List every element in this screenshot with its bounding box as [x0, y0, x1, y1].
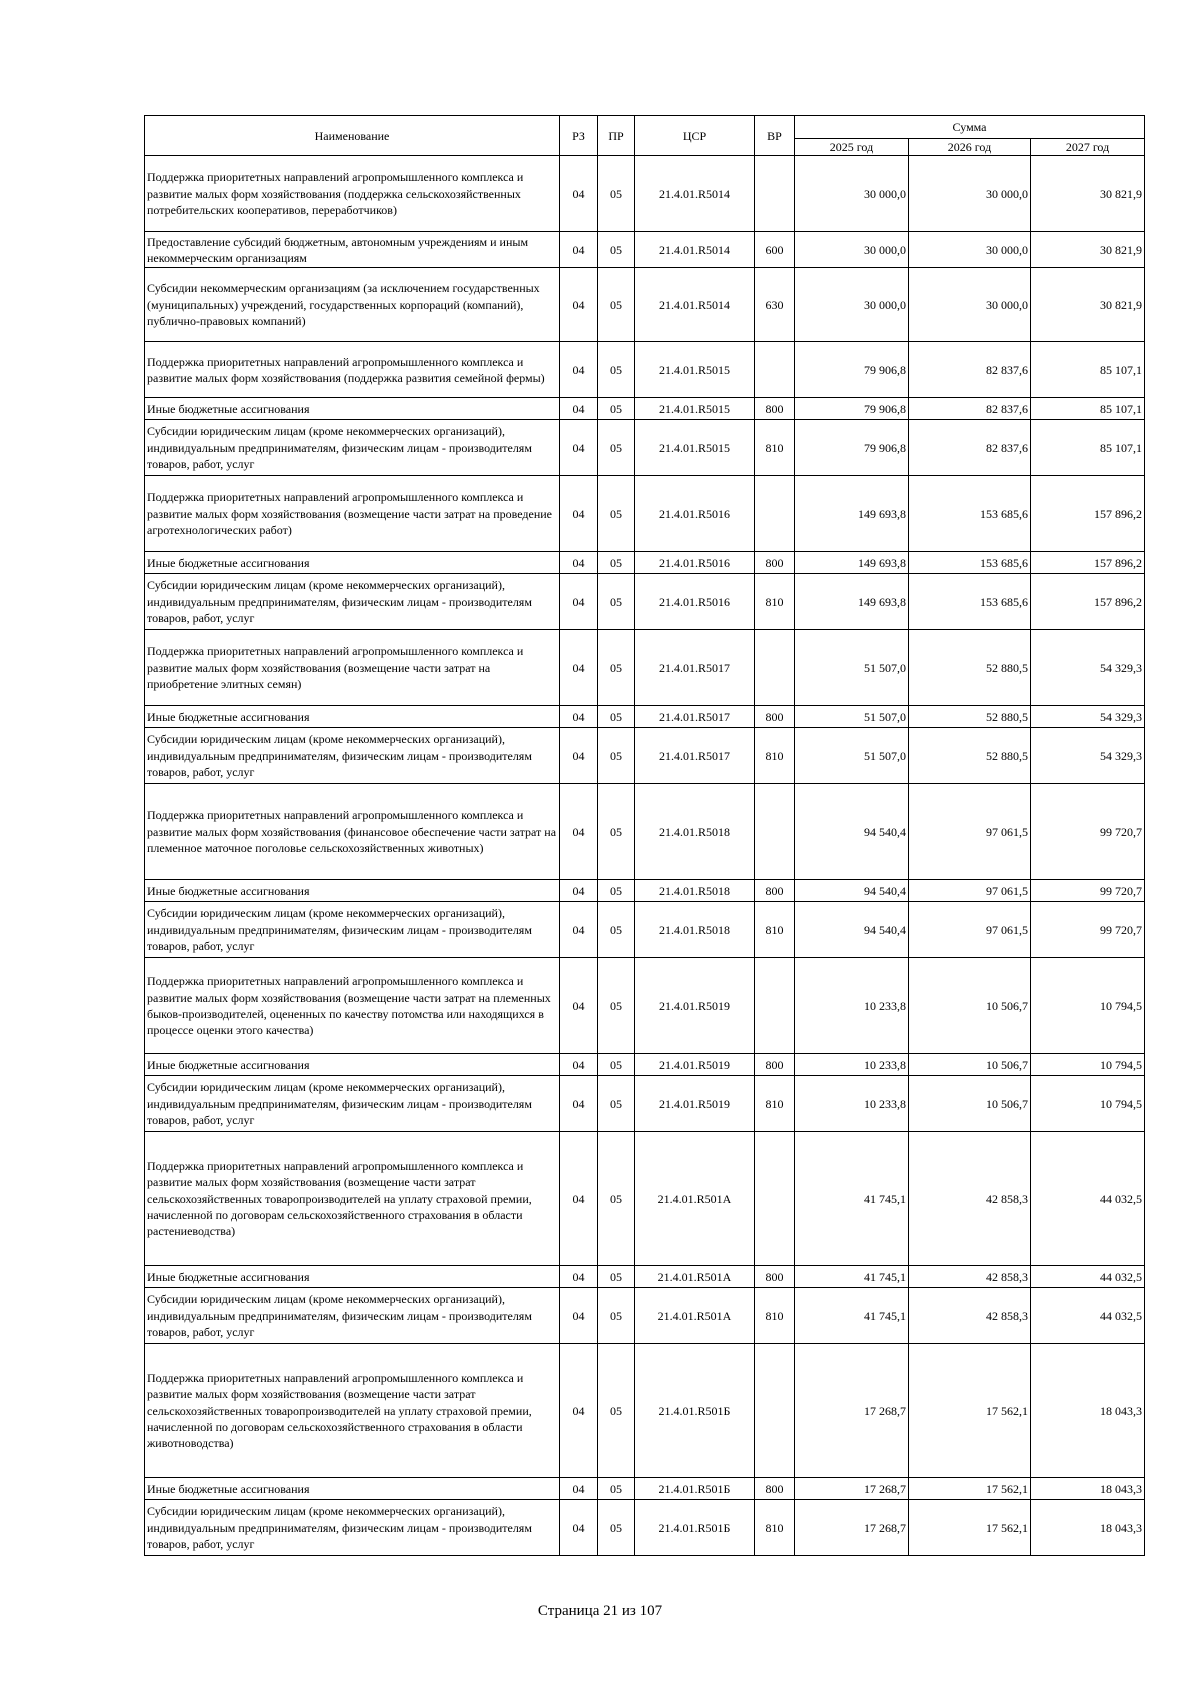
cell-pr: 05	[598, 706, 635, 728]
cell-2027: 85 107,1	[1031, 420, 1145, 476]
cell-rz: 04	[560, 398, 598, 420]
cell-2027: 85 107,1	[1031, 342, 1145, 398]
cell-2025: 79 906,8	[795, 420, 909, 476]
cell-2027: 18 043,3	[1031, 1344, 1145, 1478]
cell-csr: 21.4.01.R5014	[635, 232, 755, 268]
cell-2027: 99 720,7	[1031, 880, 1145, 902]
cell-rz: 04	[560, 630, 598, 706]
cell-rz: 04	[560, 784, 598, 880]
cell-pr: 05	[598, 552, 635, 574]
cell-2025: 51 507,0	[795, 728, 909, 784]
table-row	[145, 1344, 1145, 1478]
table-row	[145, 706, 1145, 728]
cell-2027: 30 821,9	[1031, 268, 1145, 342]
cell-2025: 149 693,8	[795, 476, 909, 552]
cell-2027: 157 896,2	[1031, 476, 1145, 552]
table-row	[145, 1054, 1145, 1076]
cell-rz: 04	[560, 1500, 598, 1556]
cell-vr: 800	[755, 1478, 795, 1500]
cell-rz: 04	[560, 1266, 598, 1288]
table-row	[145, 1478, 1145, 1500]
cell-csr: 21.4.01.R5019	[635, 958, 755, 1054]
cell-rz: 04	[560, 958, 598, 1054]
cell-vr: 800	[755, 552, 795, 574]
cell-rz: 04	[560, 1288, 598, 1344]
cell-pr: 05	[598, 784, 635, 880]
cell-csr: 21.4.01.R5018	[635, 880, 755, 902]
cell-pr: 05	[598, 476, 635, 552]
cell-2026: 17 562,1	[909, 1344, 1031, 1478]
cell-vr	[755, 476, 795, 552]
cell-2026: 82 837,6	[909, 398, 1031, 420]
cell-2025: 10 233,8	[795, 958, 909, 1054]
cell-name: Иные бюджетные ассигнования	[145, 1054, 560, 1076]
cell-name: Иные бюджетные ассигнования	[145, 1478, 560, 1500]
cell-2026: 97 061,5	[909, 902, 1031, 958]
table-row	[145, 1266, 1145, 1288]
cell-2025: 79 906,8	[795, 342, 909, 398]
cell-name: Субсидии юридическим лицам (кроме некоммерческих организаций), индивидуальным предпринимателям, физическим лицам - производителям товаров, работ, услуг	[145, 902, 560, 958]
cell-csr: 21.4.01.R5019	[635, 1054, 755, 1076]
cell-2027: 54 329,3	[1031, 706, 1145, 728]
cell-rz: 04	[560, 1344, 598, 1478]
table-row	[145, 784, 1145, 880]
header-rz: РЗ	[560, 116, 598, 156]
cell-2025: 79 906,8	[795, 398, 909, 420]
cell-rz: 04	[560, 552, 598, 574]
cell-2026: 17 562,1	[909, 1500, 1031, 1556]
cell-vr	[755, 156, 795, 232]
cell-pr: 05	[598, 1132, 635, 1266]
cell-2027: 157 896,2	[1031, 574, 1145, 630]
header-pr: ПР	[598, 116, 635, 156]
cell-2027: 99 720,7	[1031, 902, 1145, 958]
cell-2025: 17 268,7	[795, 1478, 909, 1500]
cell-rz: 04	[560, 1132, 598, 1266]
table-row	[145, 552, 1145, 574]
cell-2027: 54 329,3	[1031, 728, 1145, 784]
cell-csr: 21.4.01.R5016	[635, 476, 755, 552]
cell-2026: 97 061,5	[909, 880, 1031, 902]
table-header	[145, 116, 1145, 156]
page-number: Страница 21 из 107	[537, 1603, 663, 1619]
cell-2026: 82 837,6	[909, 420, 1031, 476]
cell-name: Предоставление субсидий бюджетным, автономным учреждениям и иным некоммерческим организациям	[145, 232, 560, 268]
cell-name: Поддержка приоритетных направлений агропромышленного комплекса и развитие малых форм хозяйствования (возмещение части затрат на приобретение элитных семян)	[145, 630, 560, 706]
cell-vr: 600	[755, 232, 795, 268]
cell-name: Субсидии юридическим лицам (кроме некоммерческих организаций), индивидуальным предпринимателям, физическим лицам - производителям товаров, работ, услуг	[145, 574, 560, 630]
table-row	[145, 574, 1145, 630]
cell-2025: 30 000,0	[795, 268, 909, 342]
cell-pr: 05	[598, 1500, 635, 1556]
cell-2025: 149 693,8	[795, 552, 909, 574]
table-row	[145, 1132, 1145, 1266]
table-row	[145, 902, 1145, 958]
cell-2025: 149 693,8	[795, 574, 909, 630]
cell-2025: 41 745,1	[795, 1266, 909, 1288]
cell-csr: 21.4.01.R5015	[635, 342, 755, 398]
cell-vr	[755, 958, 795, 1054]
cell-csr: 21.4.01.R5014	[635, 156, 755, 232]
cell-vr	[755, 784, 795, 880]
cell-name: Иные бюджетные ассигнования	[145, 552, 560, 574]
cell-pr: 05	[598, 1478, 635, 1500]
cell-2027: 85 107,1	[1031, 398, 1145, 420]
table-row	[145, 1500, 1145, 1556]
cell-2027: 99 720,7	[1031, 784, 1145, 880]
cell-2027: 44 032,5	[1031, 1132, 1145, 1266]
table-row	[145, 342, 1145, 398]
cell-pr: 05	[598, 630, 635, 706]
table-row	[145, 156, 1145, 232]
cell-rz: 04	[560, 1478, 598, 1500]
cell-csr: 21.4.01.R5017	[635, 706, 755, 728]
cell-vr: 800	[755, 706, 795, 728]
cell-2025: 17 268,7	[795, 1500, 909, 1556]
cell-2026: 52 880,5	[909, 706, 1031, 728]
cell-2025: 41 745,1	[795, 1288, 909, 1344]
cell-csr: 21.4.01.R501А	[635, 1288, 755, 1344]
cell-pr: 05	[598, 880, 635, 902]
cell-pr: 05	[598, 902, 635, 958]
budget-sheet	[144, 115, 1144, 1556]
cell-csr: 21.4.01.R5017	[635, 728, 755, 784]
header-year-2026: 2026 год	[909, 139, 1031, 156]
cell-2025: 30 000,0	[795, 232, 909, 268]
cell-rz: 04	[560, 1076, 598, 1132]
cell-name: Поддержка приоритетных направлений агропромышленного комплекса и развитие малых форм хозяйствования (возмещение части затрат на проведение агротехнологических работ)	[145, 476, 560, 552]
cell-2025: 94 540,4	[795, 880, 909, 902]
cell-csr: 21.4.01.R5019	[635, 1076, 755, 1132]
table-row	[145, 630, 1145, 706]
cell-csr: 21.4.01.R501Б	[635, 1478, 755, 1500]
cell-vr	[755, 342, 795, 398]
cell-2025: 10 233,8	[795, 1076, 909, 1132]
cell-csr: 21.4.01.R5016	[635, 552, 755, 574]
cell-name: Иные бюджетные ассигнования	[145, 880, 560, 902]
header-year-2025: 2025 год	[795, 139, 909, 156]
cell-vr: 810	[755, 1076, 795, 1132]
cell-rz: 04	[560, 574, 598, 630]
cell-pr: 05	[598, 342, 635, 398]
cell-pr: 05	[598, 156, 635, 232]
cell-vr: 800	[755, 880, 795, 902]
cell-2026: 30 000,0	[909, 268, 1031, 342]
cell-csr: 21.4.01.R5018	[635, 902, 755, 958]
cell-pr: 05	[598, 232, 635, 268]
cell-rz: 04	[560, 156, 598, 232]
header-vr: ВР	[755, 116, 795, 156]
header-year-2027: 2027 год	[1031, 139, 1145, 156]
cell-2025: 30 000,0	[795, 156, 909, 232]
cell-csr: 21.4.01.R5018	[635, 784, 755, 880]
cell-vr: 810	[755, 1500, 795, 1556]
table-row	[145, 880, 1145, 902]
cell-2026: 82 837,6	[909, 342, 1031, 398]
cell-name: Поддержка приоритетных направлений агропромышленного комплекса и развитие малых форм хозяйствования (поддержка развития семейной фермы)	[145, 342, 560, 398]
cell-vr: 810	[755, 420, 795, 476]
cell-pr: 05	[598, 268, 635, 342]
cell-name: Субсидии юридическим лицам (кроме некоммерческих организаций), индивидуальным предпринимателям, физическим лицам - производителям товаров, работ, услуг	[145, 1288, 560, 1344]
cell-2026: 30 000,0	[909, 232, 1031, 268]
cell-2025: 17 268,7	[795, 1344, 909, 1478]
cell-csr: 21.4.01.R501Б	[635, 1500, 755, 1556]
cell-name: Иные бюджетные ассигнования	[145, 1266, 560, 1288]
cell-2025: 94 540,4	[795, 784, 909, 880]
cell-rz: 04	[560, 880, 598, 902]
table-row	[145, 958, 1145, 1054]
cell-2027: 10 794,5	[1031, 958, 1145, 1054]
cell-2026: 30 000,0	[909, 156, 1031, 232]
cell-vr: 810	[755, 902, 795, 958]
cell-2026: 153 685,6	[909, 574, 1031, 630]
cell-2025: 10 233,8	[795, 1054, 909, 1076]
cell-csr: 21.4.01.R501А	[635, 1132, 755, 1266]
cell-2027: 44 032,5	[1031, 1266, 1145, 1288]
cell-vr: 810	[755, 728, 795, 784]
cell-2026: 153 685,6	[909, 552, 1031, 574]
table-row	[145, 1076, 1145, 1132]
cell-2027: 30 821,9	[1031, 232, 1145, 268]
cell-2027: 18 043,3	[1031, 1478, 1145, 1500]
cell-rz: 04	[560, 420, 598, 476]
cell-name: Поддержка приоритетных направлений агропромышленного комплекса и развитие малых форм хозяйствования (возмещение части затрат сельскохозяйственных товаропроизводителей на уплату страховой премии, начисленной по договорам сельскохозяйственного страхования в области растениеводства)	[145, 1132, 560, 1266]
cell-vr	[755, 1132, 795, 1266]
cell-pr: 05	[598, 574, 635, 630]
cell-name: Субсидии некоммерческим организациям (за исключением государственных (муниципальных) учреждений, государственных корпораций (компаний), публично-правовых компаний)	[145, 268, 560, 342]
cell-2026: 17 562,1	[909, 1478, 1031, 1500]
table-row	[145, 398, 1145, 420]
cell-vr: 630	[755, 268, 795, 342]
cell-2026: 42 858,3	[909, 1132, 1031, 1266]
cell-2026: 52 880,5	[909, 630, 1031, 706]
cell-2027: 10 794,5	[1031, 1054, 1145, 1076]
cell-csr: 21.4.01.R5016	[635, 574, 755, 630]
cell-2027: 10 794,5	[1031, 1076, 1145, 1132]
cell-2026: 153 685,6	[909, 476, 1031, 552]
cell-name: Поддержка приоритетных направлений агропромышленного комплекса и развитие малых форм хозяйствования (возмещение части затрат на племенных быков-производителей, оцененных по качеству потомства или находящихся в процессе оценки этого качества)	[145, 958, 560, 1054]
cell-rz: 04	[560, 476, 598, 552]
cell-name: Иные бюджетные ассигнования	[145, 706, 560, 728]
cell-2026: 52 880,5	[909, 728, 1031, 784]
cell-pr: 05	[598, 1054, 635, 1076]
cell-pr: 05	[598, 398, 635, 420]
cell-pr: 05	[598, 420, 635, 476]
cell-csr: 21.4.01.R5015	[635, 398, 755, 420]
cell-name: Иные бюджетные ассигнования	[145, 398, 560, 420]
cell-2027: 157 896,2	[1031, 552, 1145, 574]
cell-rz: 04	[560, 268, 598, 342]
cell-vr: 810	[755, 574, 795, 630]
cell-rz: 04	[560, 1054, 598, 1076]
cell-csr: 21.4.01.R5015	[635, 420, 755, 476]
cell-rz: 04	[560, 728, 598, 784]
cell-2026: 42 858,3	[909, 1288, 1031, 1344]
cell-2026: 97 061,5	[909, 784, 1031, 880]
header-sum: Сумма	[795, 116, 1145, 139]
cell-vr: 800	[755, 398, 795, 420]
cell-2027: 18 043,3	[1031, 1500, 1145, 1556]
cell-csr: 21.4.01.R501Б	[635, 1344, 755, 1478]
cell-rz: 04	[560, 706, 598, 728]
cell-pr: 05	[598, 1266, 635, 1288]
table-body	[145, 156, 1145, 1556]
cell-2027: 54 329,3	[1031, 630, 1145, 706]
cell-pr: 05	[598, 728, 635, 784]
cell-2025: 41 745,1	[795, 1132, 909, 1266]
cell-name: Поддержка приоритетных направлений агропромышленного комплекса и развитие малых форм хозяйствования (финансовое обеспечение части затрат на племенное маточное поголовье сельскохозяйственных животных)	[145, 784, 560, 880]
table-row	[145, 728, 1145, 784]
budget-table	[144, 115, 1145, 1556]
cell-name: Субсидии юридическим лицам (кроме некоммерческих организаций), индивидуальным предпринимателям, физическим лицам - производителям товаров, работ, услуг	[145, 1076, 560, 1132]
cell-csr: 21.4.01.R5014	[635, 268, 755, 342]
table-row	[145, 232, 1145, 268]
cell-name: Субсидии юридическим лицам (кроме некоммерческих организаций), индивидуальным предпринимателям, физическим лицам - производителям товаров, работ, услуг	[145, 728, 560, 784]
cell-rz: 04	[560, 232, 598, 268]
header-csr: ЦСР	[635, 116, 755, 156]
cell-2026: 10 506,7	[909, 1076, 1031, 1132]
cell-vr: 800	[755, 1054, 795, 1076]
cell-csr: 21.4.01.R5017	[635, 630, 755, 706]
table-row	[145, 1288, 1145, 1344]
cell-2026: 42 858,3	[909, 1266, 1031, 1288]
cell-2027: 30 821,9	[1031, 156, 1145, 232]
cell-pr: 05	[598, 958, 635, 1054]
cell-rz: 04	[560, 902, 598, 958]
cell-name: Субсидии юридическим лицам (кроме некоммерческих организаций), индивидуальным предпринимателям, физическим лицам - производителям товаров, работ, услуг	[145, 1500, 560, 1556]
cell-vr	[755, 1344, 795, 1478]
cell-2025: 51 507,0	[795, 706, 909, 728]
cell-vr: 810	[755, 1288, 795, 1344]
cell-csr: 21.4.01.R501А	[635, 1266, 755, 1288]
table-row	[145, 420, 1145, 476]
cell-name: Поддержка приоритетных направлений агропромышленного комплекса и развитие малых форм хозяйствования (поддержка сельскохозяйственных потребительских кооперативов, переработчиков)	[145, 156, 560, 232]
cell-pr: 05	[598, 1344, 635, 1478]
cell-2027: 44 032,5	[1031, 1288, 1145, 1344]
cell-name: Поддержка приоритетных направлений агропромышленного комплекса и развитие малых форм хозяйствования (возмещение части затрат сельскохозяйственных товаропроизводителей на уплату страховой премии, начисленной по договорам сельскохозяйственного страхования в области животноводства)	[145, 1344, 560, 1478]
cell-vr: 800	[755, 1266, 795, 1288]
cell-name: Субсидии юридическим лицам (кроме некоммерческих организаций), индивидуальным предпринимателям, физическим лицам - производителям товаров, работ, услуг	[145, 420, 560, 476]
table-row	[145, 476, 1145, 552]
cell-2026: 10 506,7	[909, 1054, 1031, 1076]
cell-vr	[755, 630, 795, 706]
cell-2026: 10 506,7	[909, 958, 1031, 1054]
cell-pr: 05	[598, 1288, 635, 1344]
header-name: Наименование	[145, 116, 560, 156]
cell-rz: 04	[560, 342, 598, 398]
cell-2025: 51 507,0	[795, 630, 909, 706]
cell-2025: 94 540,4	[795, 902, 909, 958]
table-row	[145, 268, 1145, 342]
cell-pr: 05	[598, 1076, 635, 1132]
